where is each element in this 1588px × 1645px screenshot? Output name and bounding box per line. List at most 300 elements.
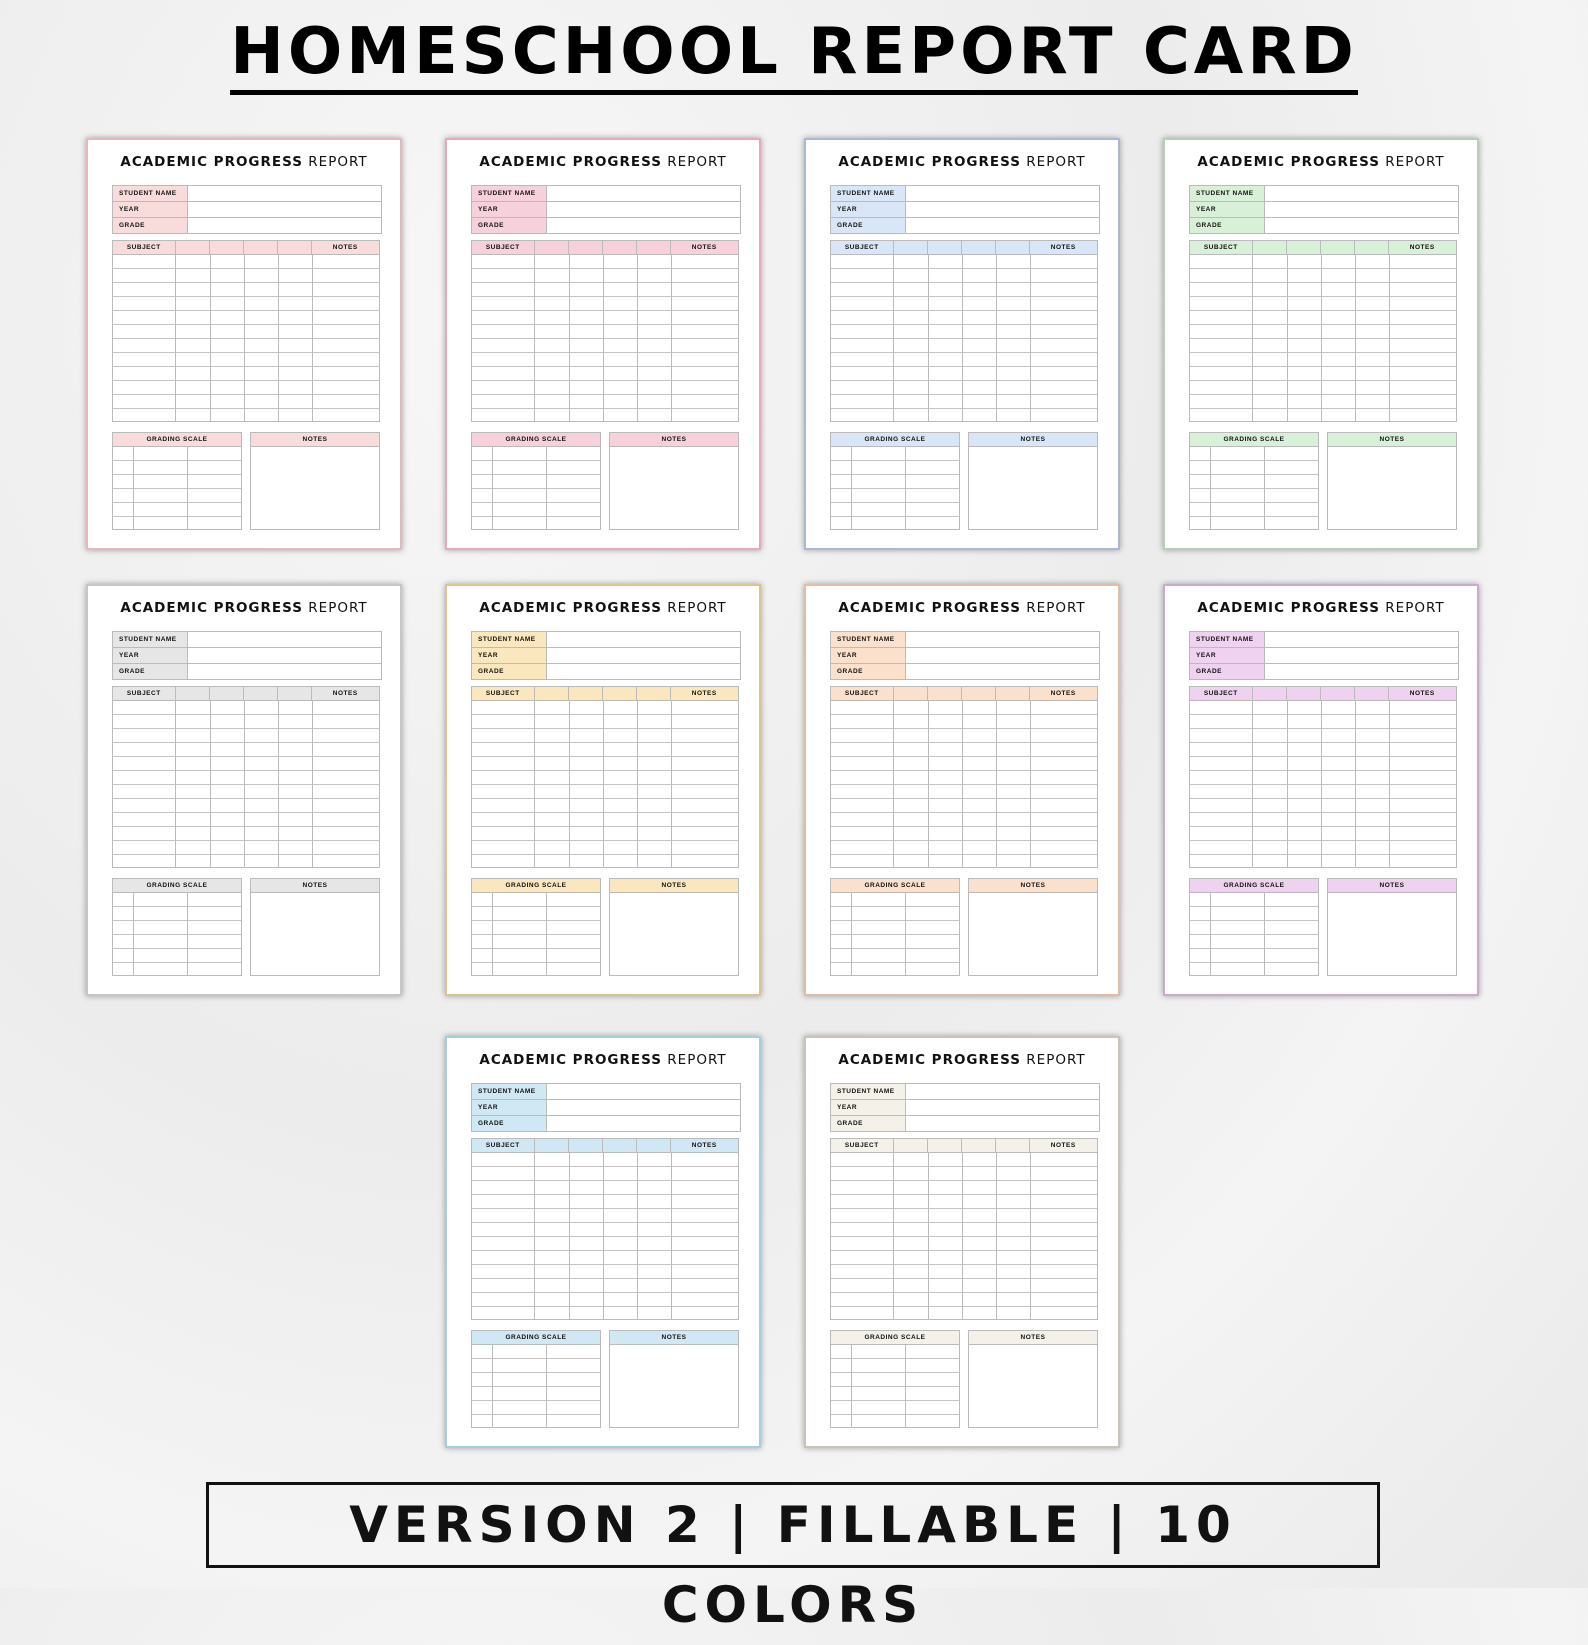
subject-table-header: [113, 687, 379, 701]
column-divider: [671, 1153, 672, 1320]
column-divider: [603, 1153, 604, 1320]
column-divider: [962, 255, 963, 422]
subject-header-cell: SUBJECT: [1190, 241, 1253, 254]
grading-scale-table: [830, 432, 960, 530]
subject-header-cell: [996, 1139, 1030, 1152]
grading-scale-body[interactable]: [113, 893, 241, 976]
column-divider: [603, 701, 604, 868]
subject-header-cell: [1321, 687, 1355, 700]
info-row: [831, 218, 1099, 234]
info-row: [113, 202, 381, 218]
subject-header-cell: [603, 241, 637, 254]
info-field[interactable]: [906, 664, 1099, 679]
info-row: [1190, 648, 1458, 664]
subject-header-cell: SUBJECT: [472, 241, 535, 254]
student-info-table: [471, 185, 741, 234]
column-divider: [1210, 893, 1211, 976]
sheet-title-regular: REPORT: [1385, 600, 1445, 616]
info-row: [472, 202, 740, 218]
info-field[interactable]: [547, 648, 740, 663]
info-row: [472, 1116, 740, 1132]
info-row: [831, 186, 1099, 202]
subject-table-body[interactable]: [1190, 255, 1456, 422]
info-row: [472, 186, 740, 202]
subject-table-body[interactable]: [472, 1153, 738, 1320]
notes-area[interactable]: [969, 447, 1097, 531]
column-divider: [1030, 255, 1031, 422]
notes-area[interactable]: [251, 447, 379, 531]
column-divider: [569, 1153, 570, 1320]
notes-box: [968, 878, 1098, 976]
grading-scale-header: GRADING SCALE: [1190, 879, 1318, 893]
subject-header-cell: [637, 687, 671, 700]
notes-area[interactable]: [251, 893, 379, 977]
report-sheet-beige[interactable]: [804, 1036, 1120, 1448]
info-row: [1190, 186, 1458, 202]
subject-table-header: [113, 241, 379, 255]
subject-header-cell: SUBJECT: [1190, 687, 1253, 700]
notes-box-header: NOTES: [969, 433, 1097, 447]
column-divider: [603, 255, 604, 422]
subject-header-cell: [1355, 241, 1389, 254]
grading-scale-body[interactable]: [831, 447, 959, 530]
sheet-title: [806, 1052, 1118, 1068]
column-divider: [492, 447, 493, 530]
student-info-table: [1189, 185, 1459, 234]
info-label: STUDENT NAME: [831, 186, 906, 201]
grading-scale-header: GRADING SCALE: [1190, 433, 1318, 447]
grading-scale-body[interactable]: [472, 1345, 600, 1428]
notes-box-header: NOTES: [610, 1331, 738, 1345]
info-row: [831, 202, 1099, 218]
sheet-title: [88, 154, 400, 170]
column-divider: [312, 255, 313, 422]
notes-box-header: NOTES: [969, 879, 1097, 893]
subject-header-cell: [176, 241, 211, 254]
subject-header-cell: [928, 1139, 962, 1152]
subject-header-cell: [962, 687, 996, 700]
subject-header-cell: SUBJECT: [113, 687, 176, 700]
info-row: [831, 1116, 1099, 1132]
subject-table: [830, 1138, 1098, 1320]
column-divider: [928, 1153, 929, 1320]
info-row: [831, 648, 1099, 664]
subject-table: [471, 240, 739, 422]
student-info-table: [830, 631, 1100, 680]
notes-box: [609, 1330, 739, 1428]
report-sheet-rose[interactable]: [445, 138, 761, 550]
sheet-title-regular: REPORT: [1026, 600, 1086, 616]
sheet-title-regular: REPORT: [1026, 154, 1086, 170]
notes-box-header: NOTES: [610, 433, 738, 447]
sheet-title-regular: REPORT: [667, 1052, 727, 1068]
sheet-title-bold: ACADEMIC PROGRESS: [1197, 600, 1380, 616]
notes-area[interactable]: [1328, 893, 1456, 977]
footer-banner: VERSION 2 | FILLABLE | 10 COLORS: [206, 1482, 1380, 1568]
grading-scale-body[interactable]: [1190, 447, 1318, 530]
grading-scale-header: GRADING SCALE: [472, 433, 600, 447]
info-label: YEAR: [472, 648, 547, 663]
subject-header-cell: [894, 687, 929, 700]
report-sheet-aqua[interactable]: [445, 1036, 761, 1448]
subject-header-cell: [962, 241, 996, 254]
subject-header-cell: [535, 1139, 570, 1152]
column-divider: [210, 701, 211, 868]
column-divider: [1355, 255, 1356, 422]
info-field[interactable]: [547, 664, 740, 679]
grading-scale-body[interactable]: [472, 893, 600, 976]
info-label: YEAR: [113, 648, 188, 663]
grading-scale-table: [1189, 878, 1319, 976]
column-divider: [905, 1345, 906, 1428]
notes-box-header: NOTES: [969, 1331, 1097, 1345]
info-label: YEAR: [831, 648, 906, 663]
subject-header-cell: NOTES: [691, 690, 717, 697]
column-divider: [244, 701, 245, 868]
info-row: [831, 632, 1099, 648]
info-field[interactable]: [906, 202, 1099, 217]
report-sheet-pink[interactable]: [86, 138, 402, 550]
page-title-wrap: [0, 15, 1588, 95]
info-row: [113, 218, 381, 234]
grading-scale-header: GRADING SCALE: [831, 433, 959, 447]
info-label: GRADE: [831, 218, 906, 233]
column-divider: [1389, 701, 1390, 868]
info-field[interactable]: [1265, 664, 1458, 679]
notes-box: [250, 432, 380, 530]
notes-box: [968, 432, 1098, 530]
info-row: [113, 186, 381, 202]
sheet-title-bold: ACADEMIC PROGRESS: [838, 154, 1021, 170]
subject-header-cell: [1287, 687, 1321, 700]
info-row: [1190, 202, 1458, 218]
notes-box-header: NOTES: [1328, 879, 1456, 893]
subject-header-cell: [535, 241, 570, 254]
column-divider: [546, 447, 547, 530]
info-label: GRADE: [113, 664, 188, 679]
subject-header-cell: [962, 1139, 996, 1152]
grading-scale-header: GRADING SCALE: [113, 433, 241, 447]
subject-table-header: [831, 241, 1097, 255]
column-divider: [534, 1153, 535, 1320]
sheet-title-bold: ACADEMIC PROGRESS: [120, 600, 303, 616]
info-label: STUDENT NAME: [113, 632, 188, 647]
grading-scale-table: [112, 432, 242, 530]
info-row: [113, 664, 381, 680]
info-row: [831, 1100, 1099, 1116]
grading-scale-table: [830, 1330, 960, 1428]
column-divider: [492, 1345, 493, 1428]
subject-header-cell: [1253, 687, 1288, 700]
info-label: STUDENT NAME: [472, 632, 547, 647]
subject-header-cell: [569, 687, 603, 700]
subject-header-cell: NOTES: [691, 1142, 717, 1149]
info-field[interactable]: [906, 1100, 1099, 1115]
info-label: YEAR: [1190, 648, 1265, 663]
notes-box-header: NOTES: [1328, 433, 1456, 447]
subject-table-header: [472, 1139, 738, 1153]
column-divider: [312, 701, 313, 868]
info-label: YEAR: [472, 202, 547, 217]
notes-area[interactable]: [969, 1345, 1097, 1429]
grading-scale-body[interactable]: [831, 893, 959, 976]
column-divider: [1355, 701, 1356, 868]
column-divider: [569, 701, 570, 868]
column-divider: [905, 893, 906, 976]
info-field[interactable]: [547, 202, 740, 217]
student-info-table: [112, 631, 382, 680]
info-field[interactable]: [188, 648, 381, 663]
column-divider: [534, 701, 535, 868]
info-field[interactable]: [547, 1084, 740, 1099]
subject-table-body[interactable]: [831, 255, 1097, 422]
subject-table-header: [472, 687, 738, 701]
subject-header-cell: [244, 687, 278, 700]
info-label: GRADE: [1190, 664, 1265, 679]
column-divider: [996, 255, 997, 422]
grading-scale-header: GRADING SCALE: [472, 879, 600, 893]
info-label: YEAR: [113, 202, 188, 217]
subject-table: [1189, 686, 1457, 868]
info-label: GRADE: [472, 1116, 547, 1131]
info-label: STUDENT NAME: [1190, 632, 1265, 647]
grading-scale-table: [1189, 432, 1319, 530]
sheet-title: [806, 154, 1118, 170]
subject-header-cell: NOTES: [1409, 690, 1435, 697]
grading-scale-body[interactable]: [1190, 893, 1318, 976]
subject-header-cell: SUBJECT: [113, 241, 176, 254]
subject-table-header: [831, 687, 1097, 701]
subject-header-cell: [996, 687, 1030, 700]
info-row: [472, 632, 740, 648]
info-field[interactable]: [188, 186, 381, 201]
report-sheet-purple[interactable]: [1163, 584, 1479, 996]
notes-box-header: NOTES: [610, 879, 738, 893]
column-divider: [637, 701, 638, 868]
info-row: [831, 664, 1099, 680]
info-field[interactable]: [906, 218, 1099, 233]
info-label: STUDENT NAME: [831, 1084, 906, 1099]
info-field[interactable]: [906, 632, 1099, 647]
info-field[interactable]: [547, 1116, 740, 1131]
subject-header-cell: [894, 241, 929, 254]
info-field[interactable]: [1265, 648, 1458, 663]
subject-header-cell: SUBJECT: [472, 687, 535, 700]
column-divider: [1264, 893, 1265, 976]
info-field[interactable]: [1265, 218, 1458, 233]
info-row: [472, 218, 740, 234]
grading-scale-header: GRADING SCALE: [113, 879, 241, 893]
column-divider: [244, 255, 245, 422]
notes-area[interactable]: [969, 893, 1097, 977]
info-field[interactable]: [547, 1100, 740, 1115]
info-row: [831, 1084, 1099, 1100]
report-sheet-peach[interactable]: [804, 584, 1120, 996]
column-divider: [187, 447, 188, 530]
info-field[interactable]: [1265, 186, 1458, 201]
student-info-table: [830, 1083, 1100, 1132]
grading-scale-body[interactable]: [472, 447, 600, 530]
column-divider: [1321, 701, 1322, 868]
column-divider: [133, 893, 134, 976]
column-divider: [851, 1345, 852, 1428]
info-field[interactable]: [547, 218, 740, 233]
sheet-title-bold: ACADEMIC PROGRESS: [479, 1052, 662, 1068]
column-divider: [928, 255, 929, 422]
column-divider: [187, 893, 188, 976]
grading-scale-table: [471, 432, 601, 530]
info-field[interactable]: [906, 186, 1099, 201]
subject-table-header: [1190, 241, 1456, 255]
subject-header-cell: [278, 241, 312, 254]
info-field[interactable]: [906, 648, 1099, 663]
subject-table-header: [472, 241, 738, 255]
notes-box-header: NOTES: [251, 433, 379, 447]
sheet-title: [806, 600, 1118, 616]
info-row: [1190, 664, 1458, 680]
notes-box: [1327, 432, 1457, 530]
subject-header-cell: [637, 241, 671, 254]
grading-scale-table: [471, 1330, 601, 1428]
subject-header-cell: NOTES: [691, 244, 717, 251]
sheet-title-bold: ACADEMIC PROGRESS: [838, 600, 1021, 616]
subject-header-cell: SUBJECT: [831, 241, 894, 254]
info-field[interactable]: [188, 664, 381, 679]
subject-table-body[interactable]: [113, 255, 379, 422]
sheet-title-regular: REPORT: [667, 154, 727, 170]
column-divider: [534, 255, 535, 422]
sheet-title: [1165, 154, 1477, 170]
info-row: [472, 648, 740, 664]
column-divider: [637, 255, 638, 422]
sheet-title: [1165, 600, 1477, 616]
sheet-title-regular: REPORT: [308, 154, 368, 170]
grading-scale-header: GRADING SCALE: [831, 1331, 959, 1345]
sheet-title-regular: REPORT: [1026, 1052, 1086, 1068]
info-field[interactable]: [906, 1116, 1099, 1131]
info-label: YEAR: [1190, 202, 1265, 217]
subject-header-cell: [210, 241, 244, 254]
subject-table-header: [831, 1139, 1097, 1153]
column-divider: [893, 701, 894, 868]
sheet-title-bold: ACADEMIC PROGRESS: [479, 154, 662, 170]
report-sheet-green[interactable]: [1163, 138, 1479, 550]
sheet-title: [447, 1052, 759, 1068]
column-divider: [210, 255, 211, 422]
column-divider: [928, 701, 929, 868]
sheet-title-regular: REPORT: [667, 600, 727, 616]
info-row: [113, 632, 381, 648]
report-sheet-yellow[interactable]: [445, 584, 761, 996]
subject-header-cell: NOTES: [1050, 1142, 1076, 1149]
subject-header-cell: [894, 1139, 929, 1152]
notes-area[interactable]: [610, 893, 738, 977]
report-sheet-gray[interactable]: [86, 584, 402, 996]
info-field[interactable]: [1265, 632, 1458, 647]
subject-header-cell: [1355, 687, 1389, 700]
info-field[interactable]: [188, 202, 381, 217]
subject-header-cell: [176, 687, 211, 700]
column-divider: [851, 893, 852, 976]
sheet-title-bold: ACADEMIC PROGRESS: [1197, 154, 1380, 170]
grading-scale-table: [112, 878, 242, 976]
sheet-title: [88, 600, 400, 616]
subject-table: [112, 686, 380, 868]
info-row: [1190, 218, 1458, 234]
sheet-title-regular: REPORT: [308, 600, 368, 616]
student-info-table: [1189, 631, 1459, 680]
info-field[interactable]: [188, 632, 381, 647]
student-info-table: [112, 185, 382, 234]
subject-table-body[interactable]: [113, 701, 379, 868]
grading-scale-body[interactable]: [831, 1345, 959, 1428]
info-field[interactable]: [547, 632, 740, 647]
subject-table-body[interactable]: [831, 701, 1097, 868]
column-divider: [1389, 255, 1390, 422]
subject-header-cell: NOTES: [1050, 244, 1076, 251]
column-divider: [1210, 447, 1211, 530]
column-divider: [1287, 255, 1288, 422]
column-divider: [851, 447, 852, 530]
column-divider: [133, 447, 134, 530]
grading-scale-body[interactable]: [113, 447, 241, 530]
column-divider: [278, 255, 279, 422]
subject-table: [830, 240, 1098, 422]
column-divider: [1252, 255, 1253, 422]
subject-header-cell: [569, 1139, 603, 1152]
column-divider: [962, 701, 963, 868]
sheet-title: [447, 600, 759, 616]
info-field[interactable]: [547, 186, 740, 201]
column-divider: [637, 1153, 638, 1320]
subject-header-cell: SUBJECT: [472, 1139, 535, 1152]
subject-header-cell: [569, 241, 603, 254]
notes-box-header: NOTES: [251, 879, 379, 893]
column-divider: [671, 701, 672, 868]
grading-scale-table: [471, 878, 601, 976]
info-field[interactable]: [188, 218, 381, 233]
column-divider: [278, 701, 279, 868]
sheet-title-bold: ACADEMIC PROGRESS: [838, 1052, 1021, 1068]
subject-table-body[interactable]: [831, 1153, 1097, 1320]
notes-box: [250, 878, 380, 976]
subject-table: [1189, 240, 1457, 422]
subject-table-body[interactable]: [472, 255, 738, 422]
column-divider: [546, 1345, 547, 1428]
info-field[interactable]: [1265, 202, 1458, 217]
column-divider: [175, 255, 176, 422]
subject-table-body[interactable]: [1190, 701, 1456, 868]
column-divider: [893, 255, 894, 422]
subject-header-cell: NOTES: [332, 690, 358, 697]
subject-table: [830, 686, 1098, 868]
subject-header-cell: NOTES: [332, 244, 358, 251]
subject-table-body[interactable]: [472, 701, 738, 868]
grading-scale-header: GRADING SCALE: [472, 1331, 600, 1345]
info-label: STUDENT NAME: [831, 632, 906, 647]
subject-header-cell: [244, 241, 278, 254]
info-field[interactable]: [906, 1084, 1099, 1099]
column-divider: [1321, 255, 1322, 422]
notes-area[interactable]: [610, 1345, 738, 1429]
subject-header-cell: [278, 687, 312, 700]
subject-header-cell: [928, 241, 962, 254]
report-sheet-blue[interactable]: [804, 138, 1120, 550]
notes-area[interactable]: [610, 447, 738, 531]
info-label: STUDENT NAME: [472, 1084, 547, 1099]
subject-header-cell: [535, 687, 570, 700]
notes-area[interactable]: [1328, 447, 1456, 531]
